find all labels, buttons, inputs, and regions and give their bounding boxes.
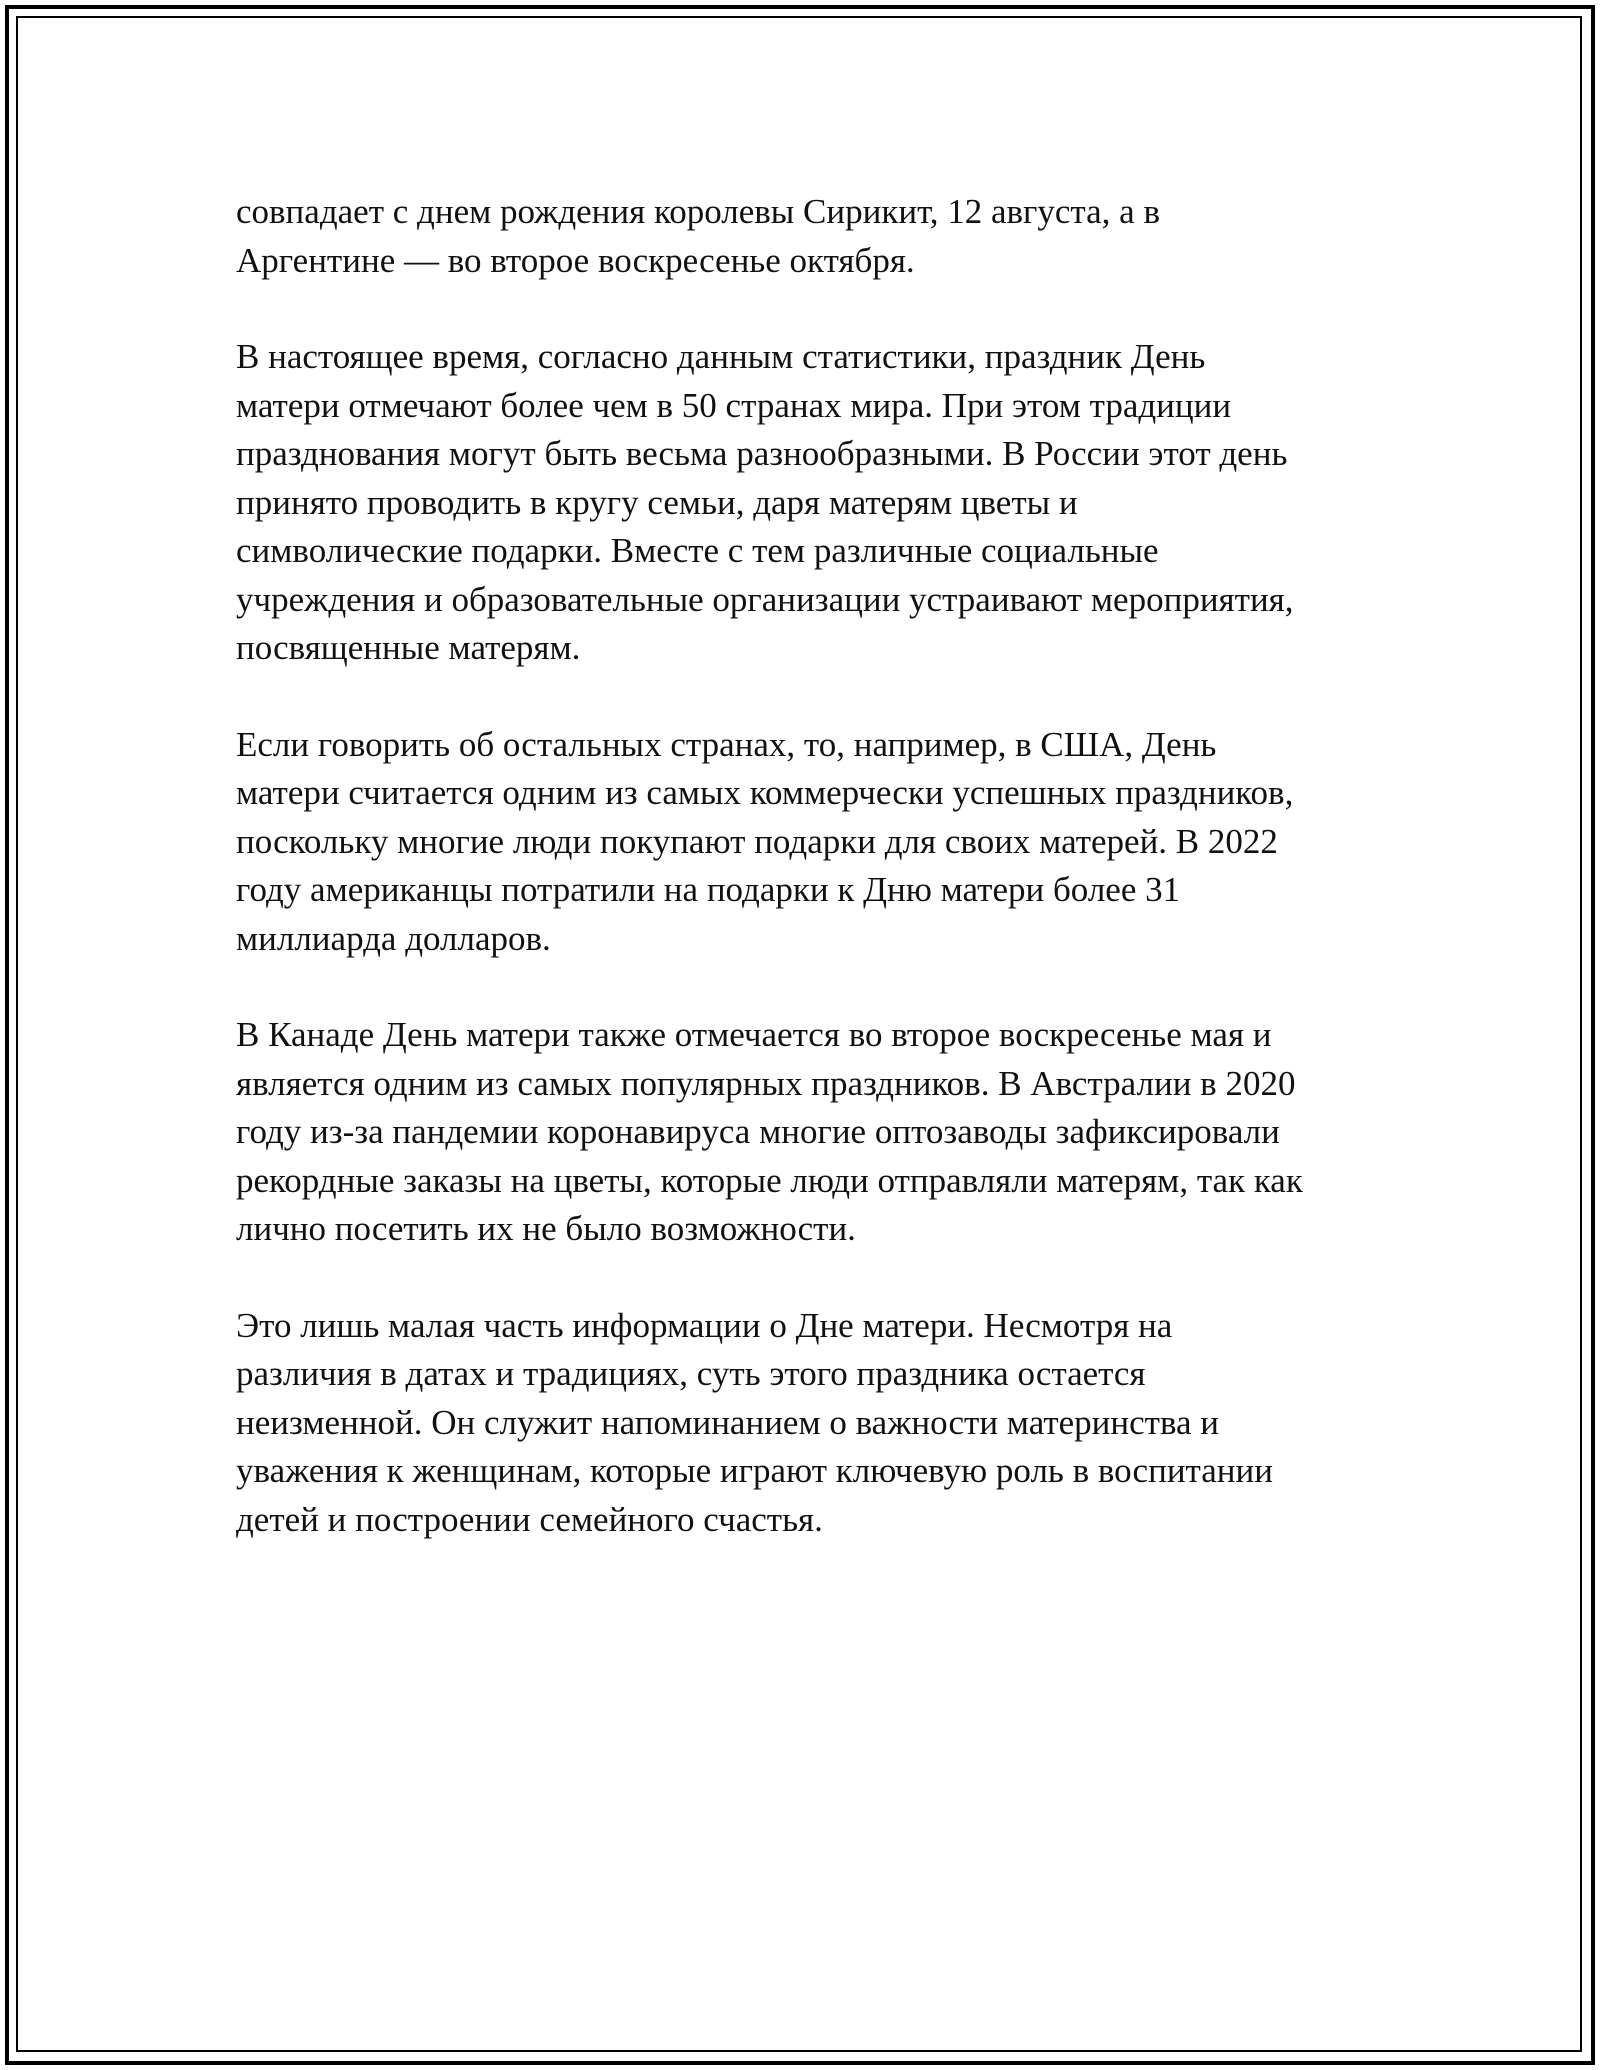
text-line: В Канаде День матери также отмечается во второе воскресенье мая и [236,1015,1272,1054]
text-line: различия в датах и традициях, суть этого праздника остается [236,1354,1146,1393]
text-line: является одним из самых популярных праздников. В Австралии в 2020 [236,1063,1296,1103]
paragraph-4 [236,1011,1436,1254]
text-line: совпадает с днем рождения королевы Сирикит, 12 августа, а в [236,192,1160,231]
paragraph-5 [236,1302,1436,1545]
paragraph-3 [236,721,1436,964]
text-line: году из-за пандемии коронавируса многие оптозаводы зафиксировали [236,1112,1280,1151]
text-line: В настоящее время, согласно данным статистики, праздник День [236,337,1206,376]
text-line: принято проводить в кругу семьи, даря матерям цветы и [236,482,1078,522]
text-line: поскольку многие люди покупают подарки для своих матерей. В 2022 [236,821,1278,861]
text-line: празднования могут быть весьма разнообразными. В России этот день [236,434,1288,473]
text-line: посвященные матерям. [236,628,581,667]
text-line: матери считается одним из самых коммерчески успешных праздников, [236,773,1294,812]
text-line: миллиарда долларов. [236,918,551,958]
text-line: рекордные заказы на цветы, которые люди отправляли матерям, так как [236,1160,1303,1200]
text-line: Если говорить об остальных странах, то, например, в США, День [236,724,1217,764]
text-line: матери отмечают более чем в 50 странах мира. При этом традиции [236,385,1232,425]
text-line: символические подарки. Вместе с тем различные социальные [236,531,1159,570]
text-line: Это лишь малая часть информации о Дне матери. Несмотря на [236,1305,1173,1345]
text-line: лично посетить их не было возможности. [236,1209,856,1248]
text-line: уважения к женщинам, которые играют ключевую роль в воспитании [236,1451,1273,1490]
text-line: году американцы потратили на подарки к Дню матери более 31 [236,870,1181,909]
paragraph-1 [236,188,1436,285]
paragraph-2 [236,333,1436,673]
text-line: Аргентине — во второе воскресенье октября. [236,240,915,280]
text-line: детей и построении семейного счастья. [236,1499,823,1539]
text-line: учреждения и образовательные организации устраивают мероприятия, [236,579,1294,619]
text-line: неизменной. Он служит напоминанием о важности материнства и [236,1402,1220,1442]
document-body [236,188,1436,1592]
